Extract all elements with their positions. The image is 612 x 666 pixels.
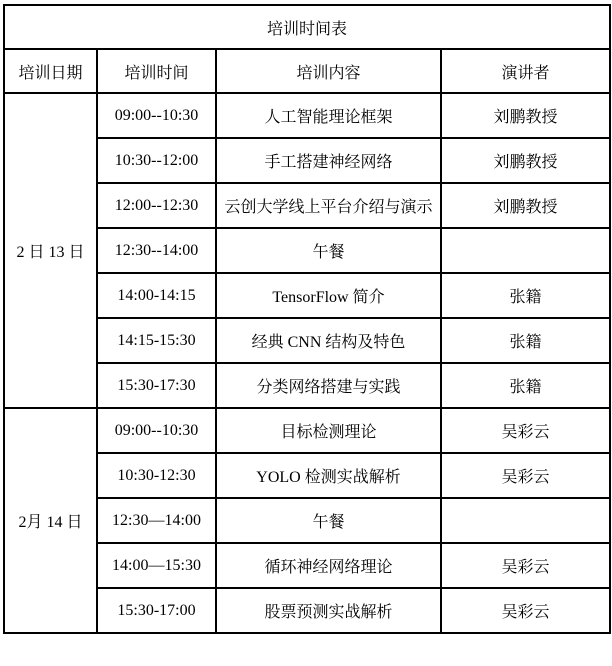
content-cell: 云创大学线上平台介绍与演示 bbox=[216, 183, 441, 228]
content-cell: 经典 CNN 结构及特色 bbox=[216, 318, 441, 363]
schedule-body bbox=[4, 93, 610, 633]
time-cell: 14:00-14:15 bbox=[97, 273, 216, 318]
content-cell: 循环神经网络理论 bbox=[216, 543, 441, 588]
training-schedule-table bbox=[3, 4, 611, 634]
table-row bbox=[4, 93, 610, 138]
time-cell: 12:30--14:00 bbox=[97, 228, 216, 273]
content-cell: 手工搭建神经网络 bbox=[216, 138, 441, 183]
content-cell: 目标检测理论 bbox=[216, 408, 441, 453]
speaker-cell: 张籍 bbox=[441, 363, 610, 408]
content-cell: 股票预测实战解析 bbox=[216, 588, 441, 633]
speaker-cell: 刘鹏教授 bbox=[441, 183, 610, 228]
time-cell: 09:00--10:30 bbox=[97, 408, 216, 453]
content-cell: YOLO 检测实战解析 bbox=[216, 453, 441, 498]
speaker-cell: 吴彩云 bbox=[441, 543, 610, 588]
speaker-cell: 吴彩云 bbox=[441, 453, 610, 498]
content-cell: 午餐 bbox=[216, 498, 441, 543]
time-cell: 14:15-15:30 bbox=[97, 318, 216, 363]
time-cell: 10:30--12:00 bbox=[97, 138, 216, 183]
header-row bbox=[4, 49, 610, 93]
time-cell: 10:30-12:30 bbox=[97, 453, 216, 498]
speaker-cell: 张籍 bbox=[441, 318, 610, 363]
time-cell: 12:30—14:00 bbox=[97, 498, 216, 543]
time-cell: 15:30-17:30 bbox=[97, 363, 216, 408]
header-speaker: 演讲者 bbox=[441, 49, 610, 93]
header-date: 培训日期 bbox=[4, 49, 97, 93]
title-row bbox=[4, 5, 610, 49]
table-title: 培训时间表 bbox=[4, 5, 610, 49]
content-cell: TensorFlow 简介 bbox=[216, 273, 441, 318]
content-cell: 午餐 bbox=[216, 228, 441, 273]
header-content: 培训内容 bbox=[216, 49, 441, 93]
date-cell: 2 日 13 日 bbox=[4, 93, 97, 408]
header-time: 培训时间 bbox=[97, 49, 216, 93]
time-cell: 12:00--12:30 bbox=[97, 183, 216, 228]
speaker-cell: 刘鹏教授 bbox=[441, 93, 610, 138]
table-row bbox=[4, 408, 610, 453]
speaker-cell bbox=[441, 228, 610, 273]
content-cell: 分类网络搭建与实践 bbox=[216, 363, 441, 408]
time-cell: 15:30-17:00 bbox=[97, 588, 216, 633]
speaker-cell: 张籍 bbox=[441, 273, 610, 318]
speaker-cell: 吴彩云 bbox=[441, 588, 610, 633]
speaker-cell bbox=[441, 498, 610, 543]
date-cell: 2月 14 日 bbox=[4, 408, 97, 633]
speaker-cell: 刘鹏教授 bbox=[441, 138, 610, 183]
time-cell: 14:00—15:30 bbox=[97, 543, 216, 588]
content-cell: 人工智能理论框架 bbox=[216, 93, 441, 138]
time-cell: 09:00--10:30 bbox=[97, 93, 216, 138]
speaker-cell: 吴彩云 bbox=[441, 408, 610, 453]
